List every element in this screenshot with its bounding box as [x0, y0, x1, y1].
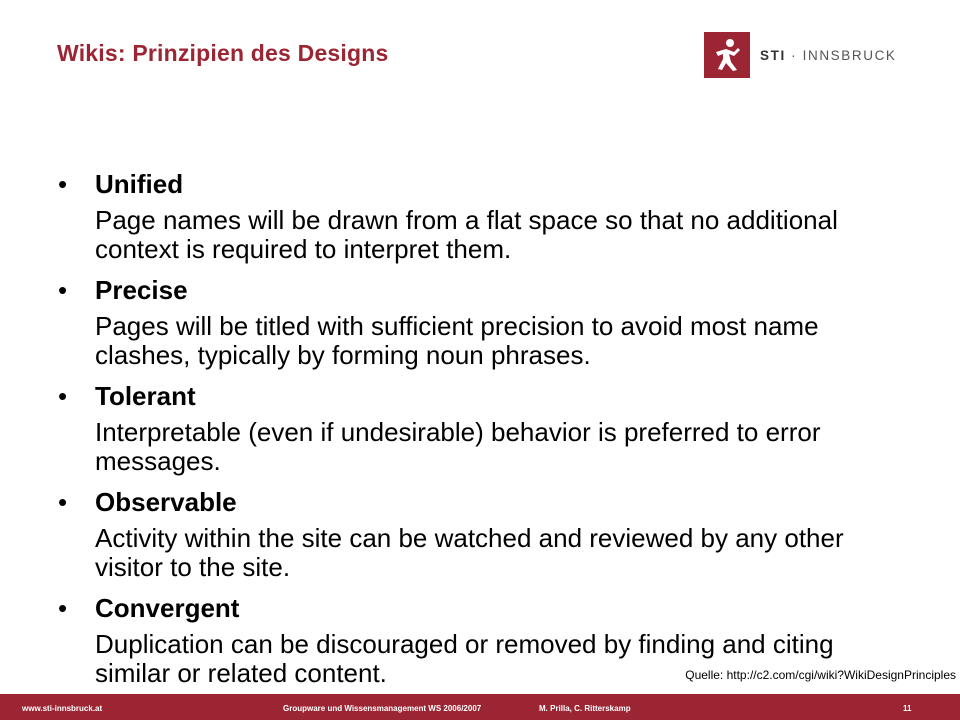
page-number: 11: [903, 704, 912, 713]
logo-brand: STI: [760, 47, 786, 63]
item-heading: Tolerant: [95, 381, 196, 411]
bullet: •: [58, 275, 68, 305]
footer-bar: [0, 694, 960, 720]
bullet: •: [58, 169, 68, 199]
logo-name: INNSBRUCK: [802, 47, 897, 63]
item-description: Activity within the site can be watched and reviewed by any other visitor to the site.: [95, 523, 844, 582]
list-item: [58, 166, 898, 264]
principles-list: [58, 166, 898, 696]
footer-course: Groupware und Wissensmanagement WS 2006/2007: [283, 704, 482, 713]
item-heading: Precise: [95, 275, 188, 305]
item-heading: Convergent: [95, 593, 240, 623]
logo-wordmark: [760, 48, 897, 63]
bullet: •: [58, 593, 68, 623]
sti-logo: [704, 32, 897, 78]
item-description: Pages will be titled with sufficient precision to avoid most name clashes, typically by forming noun phrases.: [95, 311, 819, 370]
list-item: [58, 378, 898, 476]
sti-figure-icon: [704, 32, 750, 78]
list-item: [58, 484, 898, 582]
item-description: Interpretable (even if undesirable) behavior is preferred to error messages.: [95, 417, 821, 476]
item-heading: Unified: [95, 169, 184, 199]
item-description: Page names will be drawn from a flat space so that no additional context is required to interpret them.: [95, 205, 838, 264]
item-description: Duplication can be discouraged or removed by finding and citing similar or related content.: [95, 629, 834, 688]
footer-authors: M. Prilla, C. Ritterskamp: [539, 704, 631, 713]
bullet: •: [58, 487, 68, 517]
footer-url: www.sti-innsbruck.at: [22, 704, 103, 713]
logo-separator: ·: [785, 47, 803, 63]
list-item: [58, 272, 898, 370]
source-citation: Quelle: http://c2.com/cgi/wiki?WikiDesignPrinciples: [685, 668, 956, 682]
bullet: •: [58, 381, 68, 411]
slide-title: Wikis: Prinzipien des Designs: [57, 40, 389, 66]
item-heading: Observable: [95, 487, 237, 517]
